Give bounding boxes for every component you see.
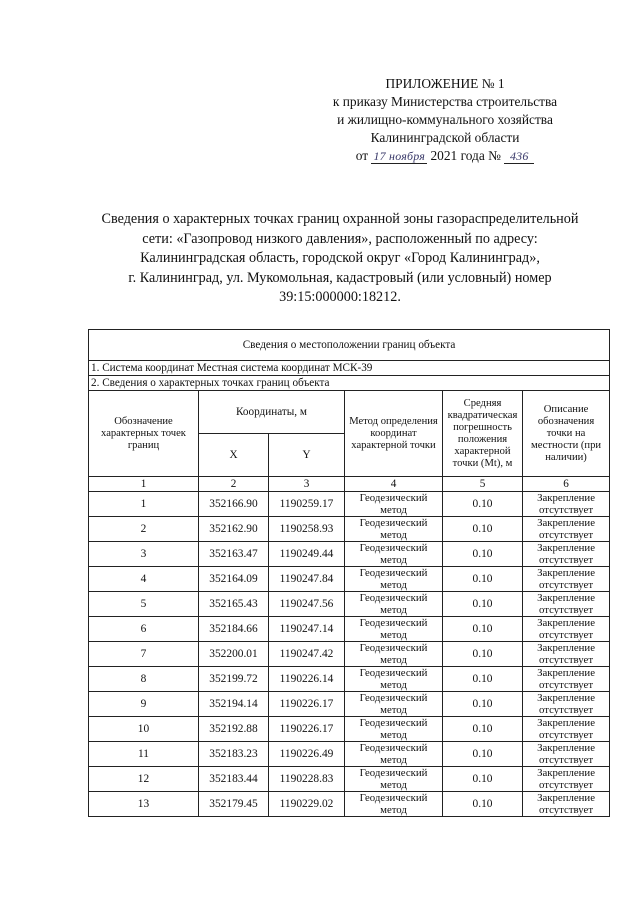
coord-x: 352183.44 <box>199 767 269 792</box>
point-number: 2 <box>89 517 199 542</box>
error-cell: 0.10 <box>443 492 523 517</box>
error-cell: 0.10 <box>443 692 523 717</box>
table-row <box>89 567 610 592</box>
coord-x: 352199.72 <box>199 667 269 692</box>
point-number: 5 <box>89 592 199 617</box>
coord-x: 352183.23 <box>199 742 269 767</box>
method-cell: Геодезический метод <box>345 517 443 542</box>
description-cell: Закрепление отсутствует <box>523 567 610 592</box>
coord-y: 1190247.42 <box>269 642 345 667</box>
document-heading <box>80 210 600 308</box>
error-cell: 0.10 <box>443 717 523 742</box>
coord-x: 352200.01 <box>199 642 269 667</box>
point-number: 10 <box>89 717 199 742</box>
method-cell: Геодезический метод <box>345 492 443 517</box>
coord-y: 1190247.14 <box>269 617 345 642</box>
error-cell: 0.10 <box>443 542 523 567</box>
heading-line-3: Калининградская область, городской округ «Город Калининград», <box>140 250 540 266</box>
column-index: 2 <box>199 477 269 492</box>
column-index: 6 <box>523 477 610 492</box>
point-number: 11 <box>89 742 199 767</box>
coord-y: 1190258.93 <box>269 517 345 542</box>
description-cell: Закрепление отсутствует <box>523 517 610 542</box>
description-cell: Закрепление отсутствует <box>523 792 610 817</box>
header-x: X <box>199 434 269 477</box>
point-number: 7 <box>89 642 199 667</box>
table-row <box>89 617 610 642</box>
coord-y: 1190249.44 <box>269 542 345 567</box>
coord-y: 1190247.56 <box>269 592 345 617</box>
method-cell: Геодезический метод <box>345 742 443 767</box>
table-row <box>89 542 610 567</box>
table-row <box>89 767 610 792</box>
header-error: Средняя квадратическая погрешность положения характерной точки (Mt), м <box>443 391 523 477</box>
point-number: 9 <box>89 692 199 717</box>
error-cell: 0.10 <box>443 567 523 592</box>
date-prefix: от <box>355 148 369 163</box>
description-cell: Закрепление отсутствует <box>523 492 610 517</box>
table-row <box>89 492 610 517</box>
table-row <box>89 742 610 767</box>
header-point-designation: Обозначение характерных точек границ <box>89 391 199 477</box>
method-cell: Геодезический метод <box>345 717 443 742</box>
point-number: 3 <box>89 542 199 567</box>
point-number: 1 <box>89 492 199 517</box>
point-number: 12 <box>89 767 199 792</box>
method-cell: Геодезический метод <box>345 767 443 792</box>
coord-x: 352192.88 <box>199 717 269 742</box>
appendix-line-1: к приказу Министерства строительства <box>332 94 558 109</box>
error-cell: 0.10 <box>443 517 523 542</box>
appendix-line-2: и жилищно-коммунального хозяйства <box>337 112 553 127</box>
description-cell: Закрепление отсутствует <box>523 617 610 642</box>
header-coordinates: Координаты, м <box>199 391 345 434</box>
table-row <box>89 792 610 817</box>
column-index-row <box>89 477 610 492</box>
error-cell: 0.10 <box>443 642 523 667</box>
table-row <box>89 667 610 692</box>
description-cell: Закрепление отсутствует <box>523 767 610 792</box>
method-cell: Геодезический метод <box>345 792 443 817</box>
point-number: 8 <box>89 667 199 692</box>
boundary-points-table <box>88 329 610 817</box>
header-description: Описание обозначения точки на местности (при наличии) <box>523 391 610 477</box>
error-cell: 0.10 <box>443 617 523 642</box>
error-cell: 0.10 <box>443 667 523 692</box>
coord-y: 1190226.17 <box>269 717 345 742</box>
description-cell: Закрепление отсутствует <box>523 542 610 567</box>
coord-y: 1190247.84 <box>269 567 345 592</box>
coord-y: 1190226.49 <box>269 742 345 767</box>
table-row <box>89 692 610 717</box>
method-cell: Геодезический метод <box>345 592 443 617</box>
coord-x: 352163.47 <box>199 542 269 567</box>
heading-line-1: Сведения о характерных точках границ охранной зоны газораспределительной <box>101 211 579 227</box>
column-index: 4 <box>345 477 443 492</box>
appendix-block <box>300 75 590 165</box>
coord-x: 352184.66 <box>199 617 269 642</box>
table-row <box>89 592 610 617</box>
point-number: 4 <box>89 567 199 592</box>
header-method: Метод определения координат характерной точки <box>345 391 443 477</box>
coordinate-system-row: 1. Система координат Местная система координат МСК-39 <box>89 361 610 376</box>
handwritten-order-number: 436 <box>504 150 534 164</box>
description-cell: Закрепление отсутствует <box>523 667 610 692</box>
date-year: 2021 года № <box>430 148 501 163</box>
method-cell: Геодезический метод <box>345 642 443 667</box>
description-cell: Закрепление отсутствует <box>523 692 610 717</box>
description-cell: Закрепление отсутствует <box>523 642 610 667</box>
error-cell: 0.10 <box>443 792 523 817</box>
method-cell: Геодезический метод <box>345 542 443 567</box>
method-cell: Геодезический метод <box>345 667 443 692</box>
error-cell: 0.10 <box>443 742 523 767</box>
method-cell: Геодезический метод <box>345 617 443 642</box>
heading-line-2: сети: «Газопровод низкого давления», расположенный по адресу: <box>142 230 538 247</box>
description-cell: Закрепление отсутствует <box>523 742 610 767</box>
heading-line-4: г. Калининград, ул. Мукомольная, кадастровый (или условный) номер <box>128 269 552 286</box>
method-cell: Геодезический метод <box>345 567 443 592</box>
point-number: 6 <box>89 617 199 642</box>
header-y: Y <box>269 434 345 477</box>
error-cell: 0.10 <box>443 767 523 792</box>
coord-x: 352166.90 <box>199 492 269 517</box>
appendix-date-line <box>300 147 590 165</box>
coord-x: 352162.90 <box>199 517 269 542</box>
coord-y: 1190259.17 <box>269 492 345 517</box>
coord-x: 352179.45 <box>199 792 269 817</box>
coord-y: 1190229.02 <box>269 792 345 817</box>
table-title: Сведения о местоположении границ объекта <box>89 330 610 361</box>
point-number: 13 <box>89 792 199 817</box>
coord-y: 1190228.83 <box>269 767 345 792</box>
table-row <box>89 517 610 542</box>
coord-x: 352165.43 <box>199 592 269 617</box>
column-index: 3 <box>269 477 345 492</box>
coord-x: 352194.14 <box>199 692 269 717</box>
error-cell: 0.10 <box>443 592 523 617</box>
appendix-title: ПРИЛОЖЕНИЕ № 1 <box>385 76 505 91</box>
coord-x: 352164.09 <box>199 567 269 592</box>
description-cell: Закрепление отсутствует <box>523 717 610 742</box>
coord-y: 1190226.17 <box>269 692 345 717</box>
table-row <box>89 642 610 667</box>
column-index: 1 <box>89 477 199 492</box>
points-info-row: 2. Сведения о характерных точках границ объекта <box>89 376 610 391</box>
description-cell: Закрепление отсутствует <box>523 592 610 617</box>
table-row <box>89 717 610 742</box>
handwritten-date: 17 ноября <box>373 149 426 163</box>
coord-y: 1190226.14 <box>269 667 345 692</box>
column-index: 5 <box>443 477 523 492</box>
method-cell: Геодезический метод <box>345 692 443 717</box>
heading-line-5: 39:15:000000:18212. <box>279 289 401 305</box>
appendix-line-3: Калининградской области <box>370 130 520 145</box>
